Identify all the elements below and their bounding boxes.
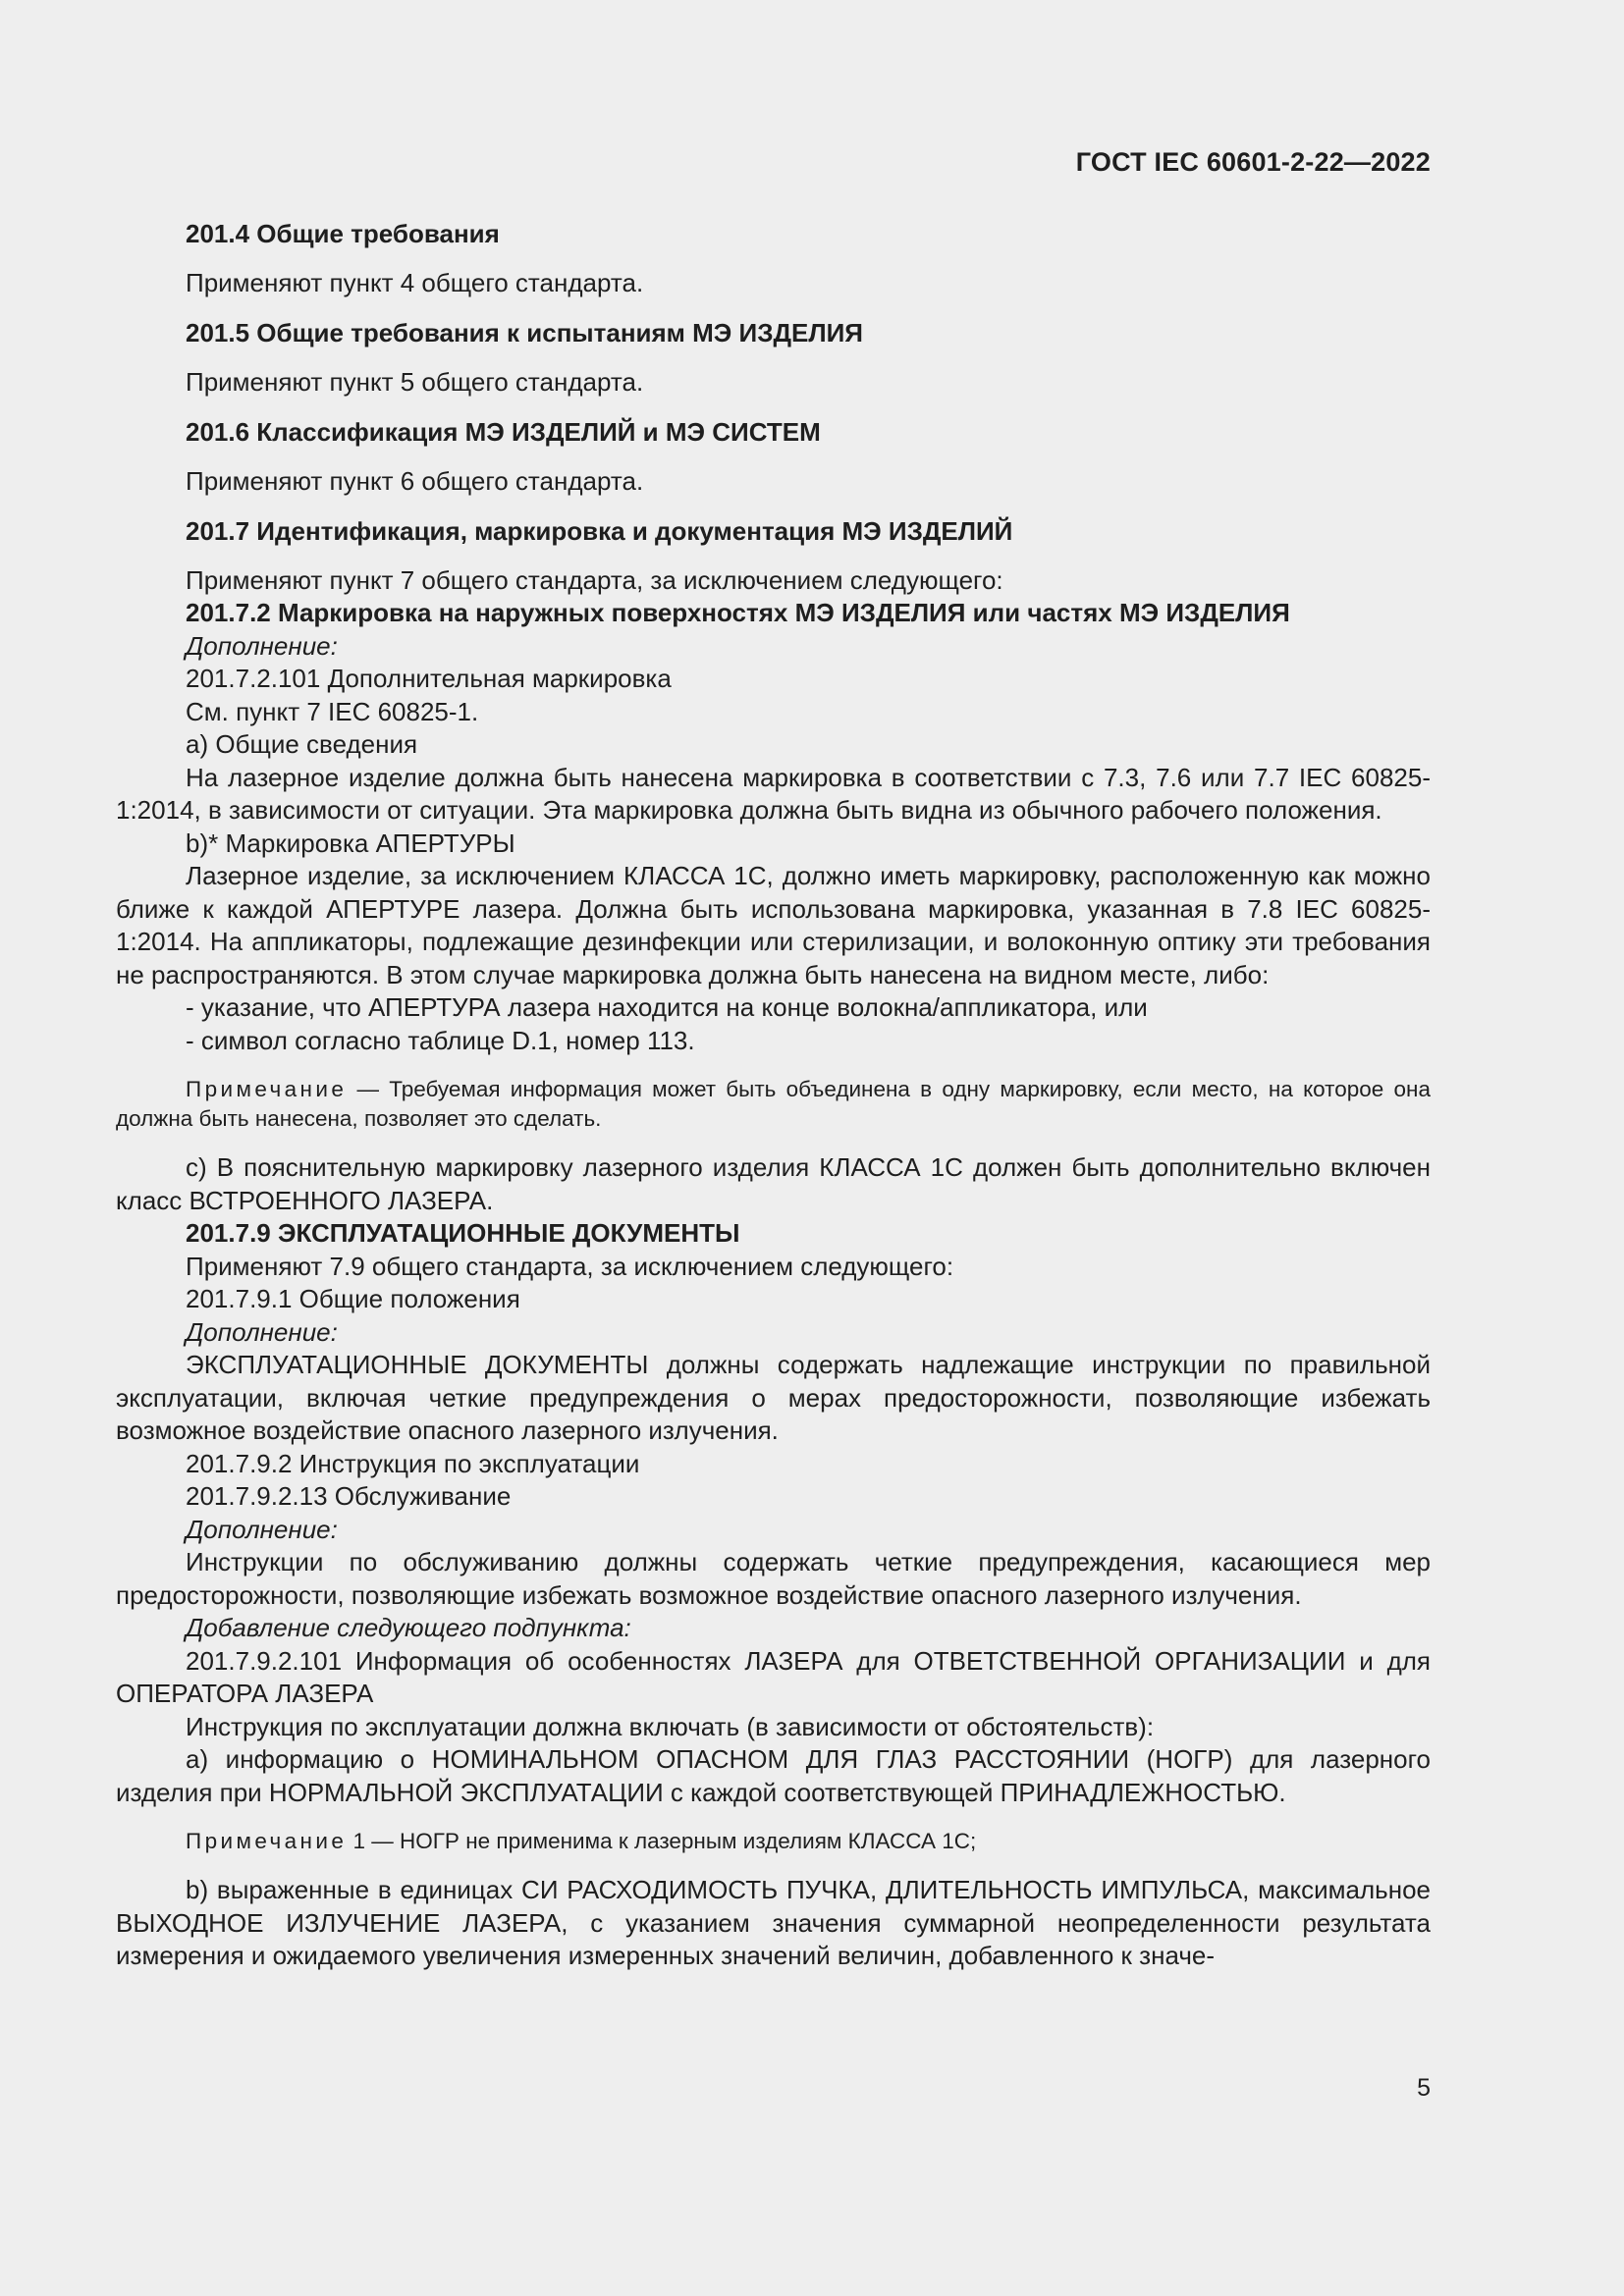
addition-label: Дополнение: [186, 630, 338, 661]
note-label: Примечание [186, 1077, 348, 1101]
note-text: — Требуемая информация может быть объединена в одну маркировку, если место, на которое она должна быть нанесена, позволяет это сделать. [116, 1077, 1431, 1131]
page-number: 5 [1417, 2074, 1431, 2102]
note-label-2: Примечание [186, 1829, 348, 1853]
section-201-4-text: Применяют пункт 4 общего стандарта. [186, 267, 644, 297]
instructions-intro: Инструкция по эксплуатации должна включать (в зависимости от обстоятельств): [186, 1711, 1155, 1741]
item-b-text: Лазерное изделие, за исключением КЛАССА 1С, должно иметь маркировку, расположенную как можно ближе к каждой АПЕРТУРЕ лазера. Должна быть использована маркировка, указанная в 7.8 IEC 60825-1:2014. На аппликаторы, подлежащие дезинфекции или стерилизации, и волоконную оптику эти требования не распространяются. В этом случае маркировка должна быть нанесена на видном месте, либо: [116, 861, 1431, 989]
section-201-7-9-title: 201.7.9 ЭКСПЛУАТАЦИОННЫЕ ДОКУМЕНТЫ [186, 1218, 740, 1248]
section-201-4-title: 201.4 Общие требования [186, 219, 500, 248]
item-a-title: a) Общие сведения [186, 729, 418, 759]
section-201-7-9-text: Применяют 7.9 общего стандарта, за исключением следующего: [186, 1251, 954, 1281]
document-header: ГОСТ IEC 60601-2-22—2022 [1075, 147, 1431, 177]
item-b-beam-divergence: b) выраженные в единицах СИ РАСХОДИМОСТЬ ПУЧКА, ДЛИТЕЛЬНОСТЬ ИМПУЛЬСА, максимальное ВЫХОДНОЕ ИЗЛУЧЕНИЕ ЛАЗЕРА, с указанием значения суммарной неопределенности результата измерения и ожидаемого увеличения измеренных значений величин, добавленного к значе- [116, 1875, 1431, 1970]
section-201-5-text: Применяют пункт 5 общего стандарта. [186, 366, 644, 397]
section-201-5-title: 201.5 Общие требования к испытаниям МЭ ИЗДЕЛИЯ [186, 318, 863, 347]
note-2 [116, 1827, 1431, 1856]
addition-label-2: Дополнение: [186, 1316, 338, 1347]
addition-subclause-label: Добавление следующего подпункта: [186, 1613, 631, 1642]
section-201-6-text: Применяют пункт 6 общего стандарта. [186, 465, 644, 496]
addition-label-3: Дополнение: [186, 1514, 338, 1544]
section-201-7-2-title: 201.7.2 Маркировка на наружных поверхностях МЭ ИЗДЕЛИЯ или частях МЭ ИЗДЕЛИЯ [186, 598, 1290, 627]
note-1 [116, 1075, 1431, 1134]
item-c-text: с) В пояснительную маркировку лазерного изделия КЛАССА 1С должен быть дополнительно включен класс ВСТРОЕННОГО ЛАЗЕРА. [116, 1152, 1431, 1215]
section-201-7-text: Применяют пункт 7 общего стандарта, за исключением следующего: [186, 564, 1003, 595]
subsection-201-7-2-101: 201.7.2.101 Дополнительная маркировка [186, 664, 672, 693]
subsection-201-7-9-1: 201.7.9.1 Общие положения [186, 1284, 520, 1313]
subsection-201-7-9-2-101: 201.7.9.2.101 Информация об особенностях ЛАЗЕРА для ОТВЕТСТВЕННОЙ ОРГАНИЗАЦИИ и для ОПЕРАТОРА ЛАЗЕРА [116, 1645, 1431, 1708]
document-body [116, 218, 1431, 1973]
section-201-7-title: 201.7 Идентификация, маркировка и документация МЭ ИЗДЕЛИЙ [186, 516, 1013, 546]
note-text-2: 1 — НОГР не применима к лазерным изделиям КЛАССА 1С; [347, 1829, 977, 1853]
paragraph-maintenance: Инструкции по обслуживанию должны содержать четкие предупреждения, касающиеся мер предосторожности, позволяющие избежать возможное воздействие опасного лазерного излучения. [116, 1547, 1431, 1610]
subsection-201-7-9-2-13: 201.7.9.2.13 Обслуживание [186, 1481, 512, 1511]
item-a-nohd: а) информацию о НОМИНАЛЬНОМ ОПАСНОМ ДЛЯ ГЛАЗ РАССТОЯНИИ (НОГР) для лазерного изделия при НОРМАЛЬНОЙ ЭКСПЛУАТАЦИИ с каждой соответствующей ПРИНАДЛЕЖНОСТЬЮ. [116, 1744, 1431, 1807]
paragraph-operational-docs: ЭКСПЛУАТАЦИОННЫЕ ДОКУМЕНТЫ должны содержать надлежащие инструкции по правильной эксплуатации, включая четкие предупреждения о мерах предосторожности, позволяющие избежать возможное воздействие опасного лазерного излучения. [116, 1350, 1431, 1445]
section-201-6-title: 201.6 Классификация МЭ ИЗДЕЛИЙ и МЭ СИСТЕМ [186, 417, 821, 447]
dash-item-2: - символ согласно таблице D.1, номер 113. [186, 1025, 695, 1055]
subsection-201-7-9-2: 201.7.9.2 Инструкция по эксплуатации [186, 1448, 640, 1478]
item-b-title: b)* Маркировка АПЕРТУРЫ [186, 828, 515, 858]
dash-item-1: - указание, что АПЕРТУРА лазера находится на конце волокна/аппликатора, или [186, 992, 1148, 1022]
reference-text: См. пункт 7 IEC 60825-1. [186, 696, 479, 726]
item-a-text: На лазерное изделие должна быть нанесена маркировка в соответствии с 7.3, 7.6 или 7.7 IEC 60825-1:2014, в зависимости от ситуации. Эта маркировка должна быть видна из обычного рабочего положения. [116, 762, 1431, 825]
